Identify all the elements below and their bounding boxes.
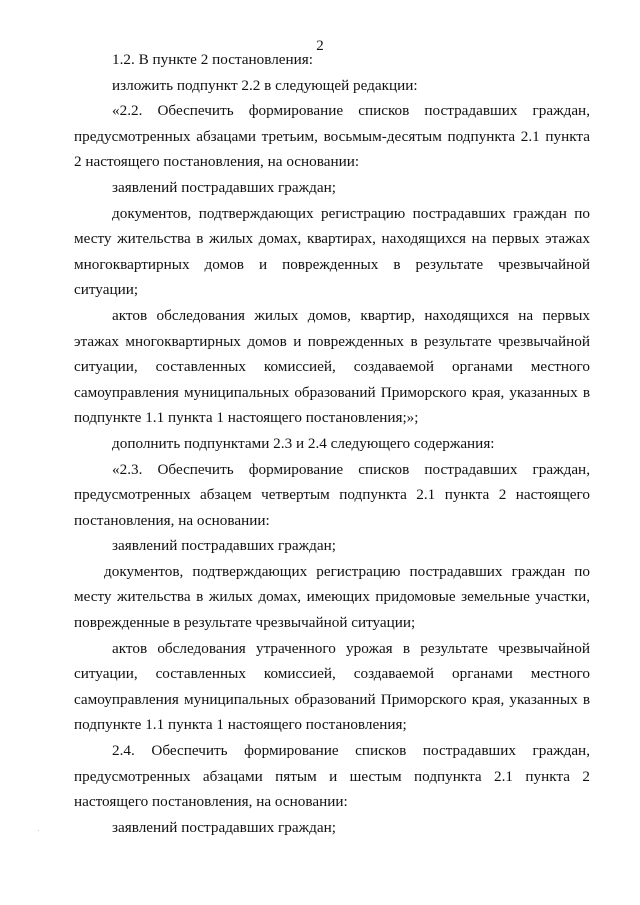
paragraph-2-3: «2.3. Обеспечить формирование списков пострадавших граждан, предусмотренных абзацем четвертым подпункта 2.1 пункта 2 настоящего постановления, на основании: — [74, 460, 590, 529]
paragraph-2-4: 2.4. Обеспечить формирование списков пострадавших граждан, предусмотренных абзацами пятым и шестым подпункта 2.1 пункта 2 настоящего постановления, на основании: — [74, 742, 590, 811]
paragraph-amend-2-2: изложить подпункт 2.2 в следующей редакции: — [112, 76, 418, 94]
document-body — [74, 47, 590, 840]
paragraph-applications-3: заявлений пострадавших граждан; — [112, 818, 336, 836]
paragraph-registration-docs-1: документов, подтверждающих регистрацию пострадавших граждан по месту жительства в жилых домах, квартирах, находящихся на первых этажах многоквартирных домов и поврежденных в результате чрезвычайной ситуации; — [74, 204, 590, 299]
paragraph-2-2: «2.2. Обеспечить формирование списков пострадавших граждан, предусмотренных абзацами третьим, восьмым-десятым подпункта 2.1 пункта 2 настоящего постановления, на основании: — [74, 102, 590, 171]
paragraph-add-2-3-2-4: дополнить подпунктами 2.3 и 2.4 следующего содержания: — [112, 434, 495, 452]
paragraph-registration-docs-2: документов, подтверждающих регистрацию пострадавших граждан по месту жительства в жилых домах, имеющих придомовые земельные участки, поврежденные в результате чрезвычайной ситуации; — [74, 562, 590, 632]
paragraph-applications-2: заявлений пострадавших граждан; — [112, 537, 336, 555]
paragraph-crop-loss-acts: актов обследования утраченного урожая в результате чрезвычайной ситуации, составленных комиссией, создаваемой органами местного самоуправления муниципальных образований Приморского края, указанных в подпункте 1.1 пункта 1 настоящего постановления; — [74, 639, 590, 734]
paragraph-inspection-acts-1: актов обследования жилых домов, квартир, находящихся на первых этажах многоквартирных домов и поврежденных в результате чрезвычайной ситуации, составленных комиссией, создаваемой органами местного самоуправления муниципальных образований Приморского края, указанных в подпункте 1.1 пункта 1 настоящего постановления;»; — [74, 306, 590, 427]
scan-edge-mark — [38, 830, 39, 831]
paragraph-applications-1: заявлений пострадавших граждан; — [112, 178, 336, 196]
page-number: 2 — [316, 38, 324, 54]
paragraph-1-2-heading: 1.2. В пункте 2 постановления: — [112, 51, 313, 68]
